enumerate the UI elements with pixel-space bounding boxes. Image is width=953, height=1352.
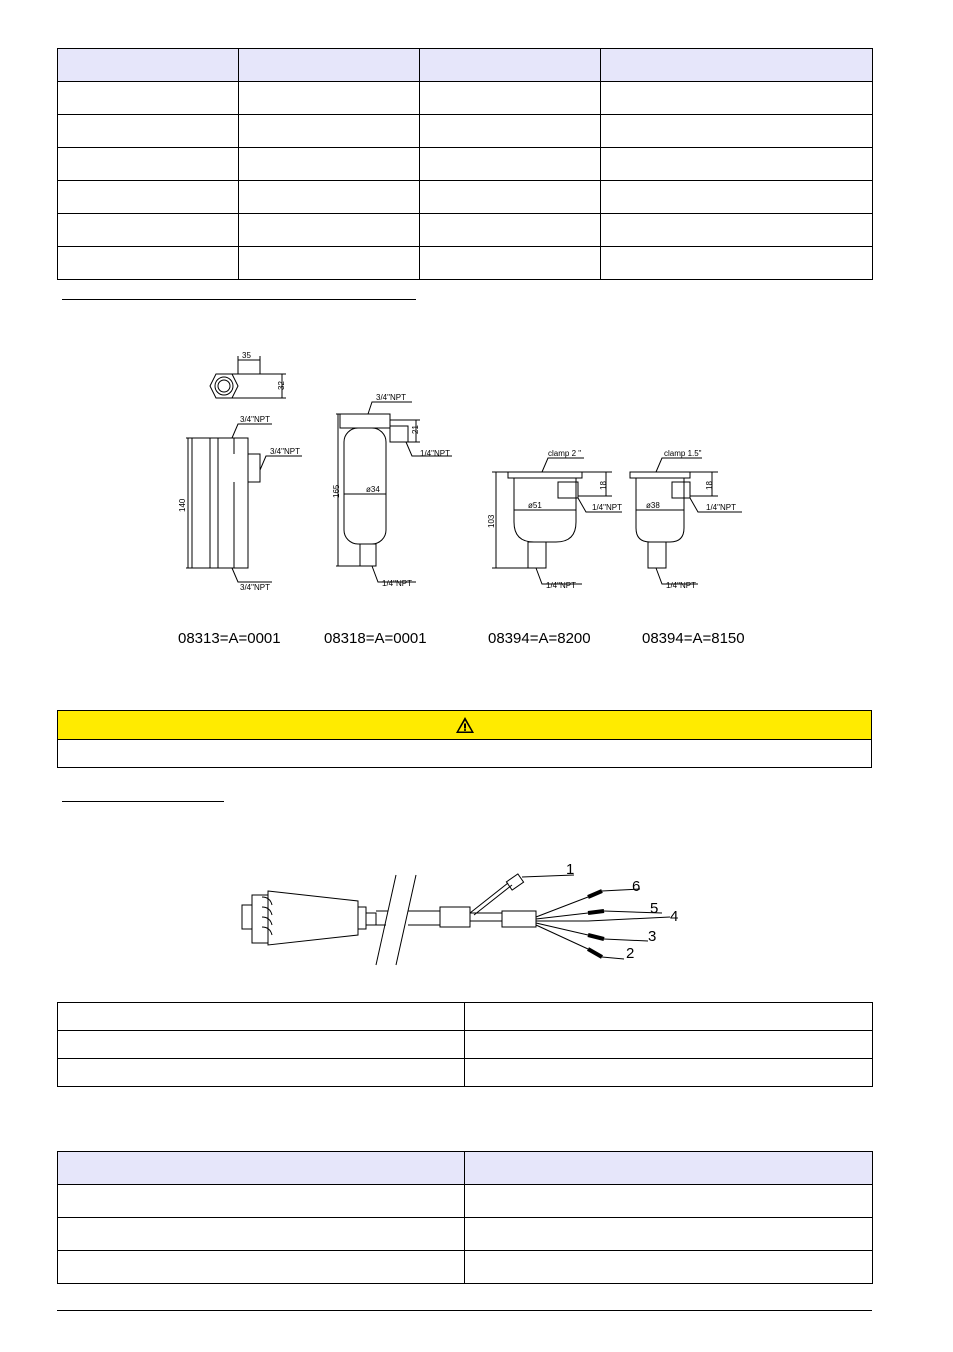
footer-rule	[57, 1310, 872, 1311]
dim-165: 165	[332, 484, 341, 498]
flow-cell-08394-8150	[630, 449, 742, 590]
part-number-label: 08318=A=0001	[324, 630, 427, 647]
sensor-cable-drawing	[238, 855, 690, 967]
dim-phi38: ø38	[646, 501, 660, 510]
table-header-row	[58, 1152, 873, 1185]
caution-header	[58, 711, 871, 740]
callout-number: 5	[650, 900, 659, 917]
table-row	[58, 148, 873, 181]
npt-label: 3/4"NPT	[270, 447, 300, 456]
callout-number: 6	[632, 878, 641, 895]
dim-103: 103	[487, 514, 496, 528]
hex-nut-top-view	[210, 351, 286, 398]
dim-18: 18	[599, 481, 608, 490]
npt-label: 1/4"NPT	[546, 581, 576, 590]
npt-label: 1/4"NPT	[592, 503, 622, 512]
callout-number: 1	[566, 861, 575, 878]
dim-32: 32	[277, 381, 286, 390]
callout-number: 2	[626, 945, 635, 962]
npt-label: 3/4"NPT	[240, 583, 270, 592]
table-header-row	[58, 49, 873, 82]
table-row	[58, 1031, 873, 1059]
table-row	[58, 1185, 873, 1218]
part-number-label: 08313=A=0001	[178, 630, 281, 647]
flow-cell-08394-8200	[487, 449, 622, 590]
caption-underline	[62, 801, 224, 802]
warning-triangle-icon	[455, 716, 475, 734]
flow-cell-08318	[332, 393, 452, 588]
callout-number: 3	[648, 928, 657, 945]
npt-label: 3/4"NPT	[240, 415, 270, 424]
caution-box	[57, 710, 872, 768]
part-number-label: 08394=A=8200	[488, 630, 591, 647]
dim-phi34: ø34	[366, 485, 380, 494]
npt-label: 1/4"NPT	[666, 581, 696, 590]
caption-underline	[62, 299, 416, 300]
flow-cell-08313	[178, 415, 302, 592]
table-row	[58, 115, 873, 148]
part-number-label: 08394=A=8150	[642, 630, 745, 647]
accessory-table	[57, 1151, 873, 1284]
table-row	[58, 181, 873, 214]
table-row	[58, 1059, 873, 1087]
fittings-table	[57, 48, 873, 280]
dim-21: 21	[411, 425, 420, 434]
clamp-label: clamp 2 "	[548, 449, 582, 458]
dim-35: 35	[242, 351, 251, 360]
npt-label: 3/4"NPT	[376, 393, 406, 402]
table-row	[58, 1251, 873, 1284]
dim-140: 140	[178, 498, 187, 512]
dim-18: 18	[705, 481, 714, 490]
flow-cell-dimension-drawing	[172, 342, 772, 652]
table-row	[58, 214, 873, 247]
table-row	[58, 1218, 873, 1251]
callout-number: 4	[670, 908, 679, 925]
npt-label: 1/4"NPT	[382, 579, 412, 588]
npt-label: 1/4"NPT	[420, 449, 450, 458]
table-row	[58, 247, 873, 280]
cable-wiring-table	[57, 1002, 873, 1087]
table-row	[58, 1003, 873, 1031]
npt-label: 1/4"NPT	[706, 503, 736, 512]
dim-phi51: ø51	[528, 501, 542, 510]
table-row	[58, 82, 873, 115]
clamp-label: clamp 1.5"	[664, 449, 702, 458]
